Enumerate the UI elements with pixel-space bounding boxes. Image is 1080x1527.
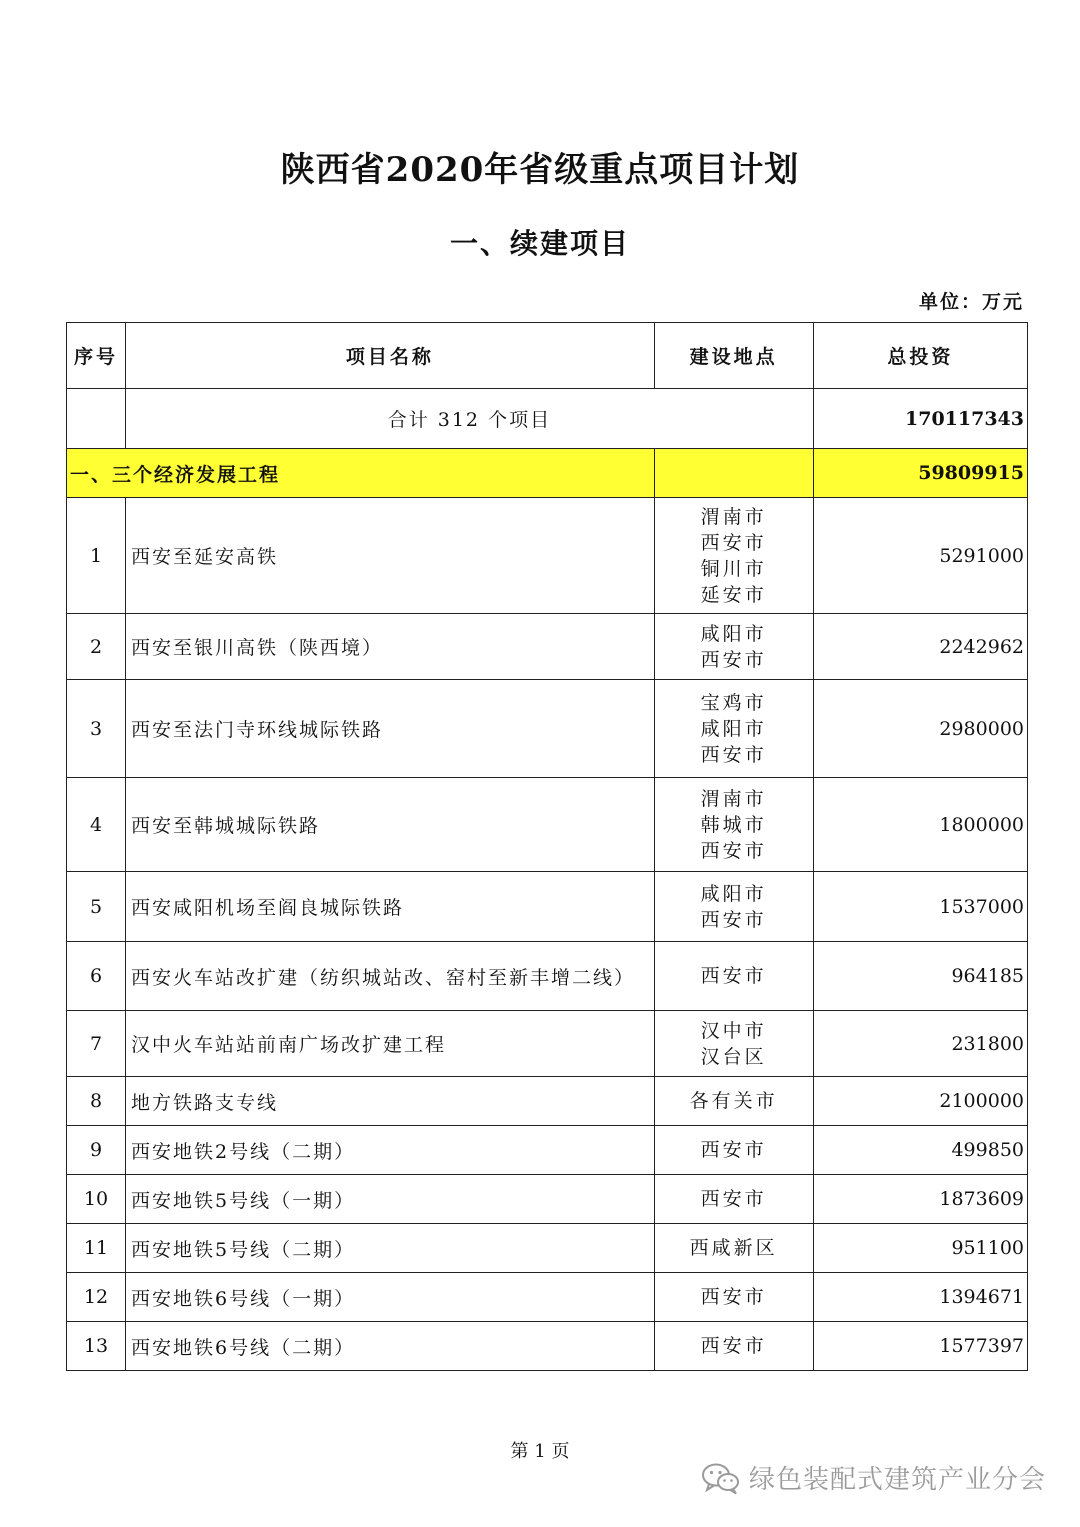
- row-number: 5: [67, 872, 126, 942]
- project-name: 汉中火车站站前南广场改扩建工程: [126, 1011, 655, 1077]
- column-header-no: 序号: [67, 323, 126, 389]
- project-location: [654, 1224, 813, 1273]
- table-row: [67, 498, 1028, 614]
- table-row: [67, 614, 1028, 680]
- project-location: [654, 872, 813, 942]
- row-number: 9: [67, 1126, 126, 1175]
- row-number: 13: [67, 1322, 126, 1371]
- location-item: 渭南市: [700, 787, 767, 810]
- section-row: [67, 449, 1028, 498]
- row-number: 2: [67, 614, 126, 680]
- unit-label: 单位：万元: [918, 291, 1024, 313]
- location-item: 各有关市: [689, 1090, 778, 1112]
- location-item: 汉台区: [700, 1045, 767, 1068]
- column-header-location: 建设地点: [654, 323, 813, 389]
- project-name: 西安至韩城城际铁路: [126, 778, 655, 872]
- table-row: [67, 1011, 1028, 1077]
- location-item: 西安市: [700, 908, 767, 931]
- location-item: 西安市: [700, 1335, 767, 1357]
- project-location: [654, 1126, 813, 1175]
- location-item: 西安市: [700, 648, 767, 671]
- location-item: 咸阳市: [700, 882, 767, 905]
- project-name: 西安地铁5号线（二期）: [126, 1224, 655, 1273]
- row-number: 1: [67, 498, 126, 614]
- row-number: 8: [67, 1077, 126, 1126]
- project-name: 西安至延安高铁: [126, 498, 655, 614]
- project-location: [654, 1175, 813, 1224]
- project-name: 西安地铁6号线（二期）: [126, 1322, 655, 1371]
- total-row: [67, 389, 1028, 449]
- row-number: 4: [67, 778, 126, 872]
- project-investment: 231800: [813, 1011, 1027, 1077]
- project-name: 西安至法门寺环线城际铁路: [126, 680, 655, 778]
- row-number: 3: [67, 680, 126, 778]
- project-investment: 1577397: [813, 1322, 1027, 1371]
- project-name: 西安至银川高铁（陕西境）: [126, 614, 655, 680]
- project-investment: 1873609: [813, 1175, 1027, 1224]
- row-number: 6: [67, 942, 126, 1011]
- project-investment: 2242962: [813, 614, 1027, 680]
- project-location: [654, 778, 813, 872]
- project-investment: 1537000: [813, 872, 1027, 942]
- table-header-row: [67, 323, 1028, 389]
- location-item: 西安市: [700, 1188, 767, 1210]
- table-row: [67, 1077, 1028, 1126]
- project-name: 地方铁路支专线: [126, 1077, 655, 1126]
- location-item: 西安市: [700, 743, 767, 766]
- project-location: [654, 498, 813, 614]
- location-item: 西安市: [700, 1139, 767, 1161]
- location-item: 西安市: [700, 839, 767, 862]
- project-investment: 2980000: [813, 680, 1027, 778]
- total-investment: 170117343: [813, 389, 1027, 449]
- table-row: [67, 1175, 1028, 1224]
- project-name: 西安地铁5号线（一期）: [126, 1175, 655, 1224]
- project-investment: 5291000: [813, 498, 1027, 614]
- project-investment: 951100: [813, 1224, 1027, 1273]
- table-row: [67, 680, 1028, 778]
- project-location: [654, 1273, 813, 1322]
- location-item: 汉中市: [700, 1019, 767, 1042]
- section-investment: 59809915: [813, 449, 1027, 498]
- column-header-name: 项目名称: [126, 323, 655, 389]
- table-row: [67, 1126, 1028, 1175]
- project-table: [66, 322, 1028, 1371]
- location-item: 西安市: [700, 965, 767, 987]
- wechat-icon: [701, 1461, 741, 1495]
- project-investment: 1394671: [813, 1273, 1027, 1322]
- project-investment: 499850: [813, 1126, 1027, 1175]
- project-location: [654, 942, 813, 1011]
- project-location: [654, 1011, 813, 1077]
- table-row: [67, 1273, 1028, 1322]
- watermark-text: 绿色装配式建筑产业分会: [748, 1465, 1046, 1495]
- row-number: 7: [67, 1011, 126, 1077]
- document-subtitle: 一、续建项目: [449, 227, 630, 260]
- project-name: 西安地铁2号线（二期）: [126, 1126, 655, 1175]
- project-investment: 2100000: [813, 1077, 1027, 1126]
- document-title: 陕西省2020年省级重点项目计划: [280, 150, 800, 190]
- location-item: 西安市: [700, 531, 767, 554]
- project-location: [654, 680, 813, 778]
- project-investment: 1800000: [813, 778, 1027, 872]
- location-item: 西咸新区: [689, 1237, 778, 1259]
- table-row: [67, 872, 1028, 942]
- project-investment: 964185: [813, 942, 1027, 1011]
- location-item: 咸阳市: [700, 622, 767, 645]
- row-number: 11: [67, 1224, 126, 1273]
- project-name: 西安咸阳机场至阎良城际铁路: [126, 872, 655, 942]
- table-row: [67, 942, 1028, 1011]
- location-item: 韩城市: [700, 813, 767, 836]
- column-header-investment: 总投资: [813, 323, 1027, 389]
- project-location: [654, 614, 813, 680]
- location-item: 铜川市: [700, 557, 767, 580]
- location-item: 宝鸡市: [700, 691, 767, 714]
- total-label: 合计 312 个项目: [126, 389, 814, 449]
- project-name: 西安火车站改扩建（纺织城站改、窑村至新丰增二线）: [126, 942, 655, 1011]
- row-number: 10: [67, 1175, 126, 1224]
- project-location: [654, 1322, 813, 1371]
- section-label: 一、三个经济发展工程: [67, 449, 655, 498]
- watermark: [701, 1459, 1046, 1496]
- page-number: 第 1 页: [510, 1441, 570, 1462]
- project-name: 西安地铁6号线（一期）: [126, 1273, 655, 1322]
- row-number: 12: [67, 1273, 126, 1322]
- table-row: [67, 1322, 1028, 1371]
- location-item: 延安市: [700, 583, 767, 606]
- table-row: [67, 1224, 1028, 1273]
- project-location: [654, 1077, 813, 1126]
- location-item: 渭南市: [700, 505, 767, 528]
- location-item: 咸阳市: [700, 717, 767, 740]
- table-row: [67, 778, 1028, 872]
- location-item: 西安市: [700, 1286, 767, 1308]
